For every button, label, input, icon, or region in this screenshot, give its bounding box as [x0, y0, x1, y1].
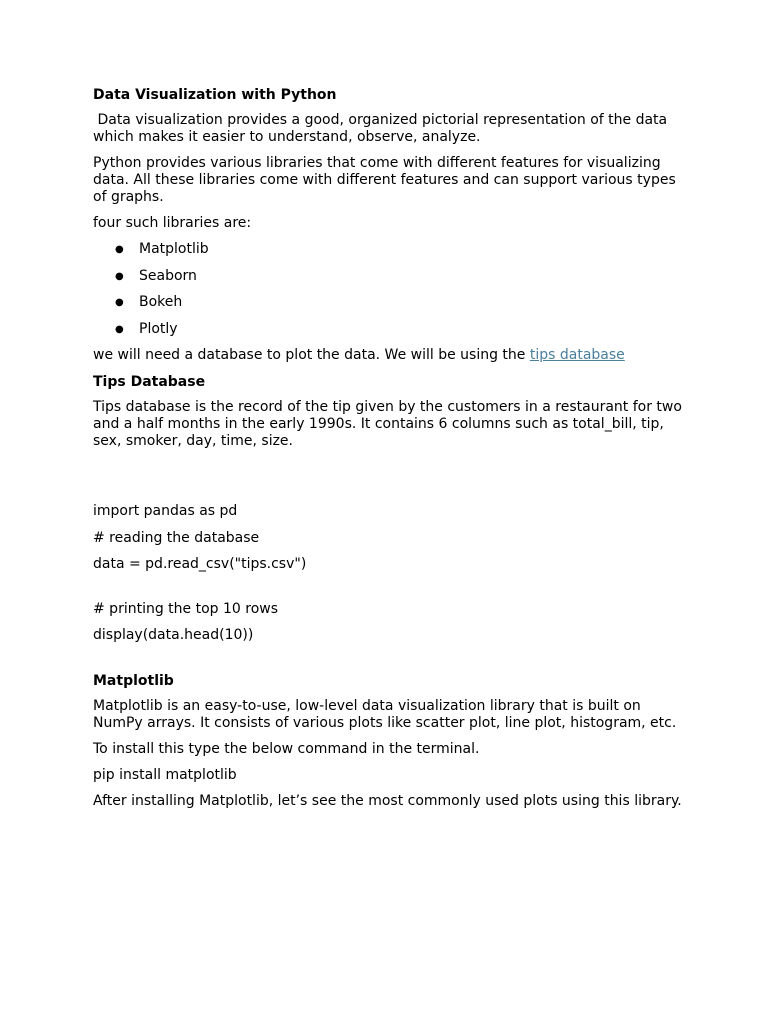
matplotlib-paragraph-3: After installing Matplotlib, let’s see the most commonly used plots using this library. [93, 792, 682, 809]
matplotlib-heading: Matplotlib [93, 672, 174, 689]
list-item [93, 241, 683, 268]
code-comment: # printing the top 10 rows [93, 600, 279, 617]
tips-heading: Tips Database [93, 374, 206, 390]
code-line: display(data.head(10)) [93, 627, 254, 643]
intro-paragraph-3: four such libraries are: [93, 215, 252, 231]
intro-paragraph-2: Python provides various libraries that come with different features for visualizing data. All these libraries come with different features and can support various types of graphs. [93, 155, 676, 205]
code-line: data = pd.read_csv("tips.csv") [93, 556, 307, 572]
database-text: we will need a database to plot the data. We will be using the [93, 347, 530, 363]
bullet-icon: ● [115, 270, 124, 282]
tips-database-link[interactable]: tips database [529, 347, 625, 363]
list-item-label: Matplotlib [139, 241, 209, 257]
tips-paragraph: Tips database is the record of the tip given by the customers in a restaurant for two and a half months in the early 1990s. It contains 6 columns such as total_bill, tip, sex, smoker, day, time, size. [93, 399, 682, 449]
list-item-label: Bokeh [139, 294, 183, 310]
list-item [93, 321, 683, 348]
matplotlib-paragraph-1: Matplotlib is an easy-to-use, low-level data visualization library that is built on NumPy arrays. It consists of various plots like scatter plot, line plot, histogram, etc. [93, 697, 677, 731]
code-line: import pandas as pd [93, 503, 238, 519]
spacer [93, 654, 683, 672]
bullet-icon: ● [115, 297, 124, 308]
matplotlib-paragraph-2: To install this type the below command in the terminal. [93, 740, 480, 757]
list-item [93, 268, 683, 295]
database-paragraph [93, 347, 683, 364]
list-item-label: Seaborn [139, 267, 197, 284]
spacer [93, 583, 683, 601]
bullet-icon: ● [115, 244, 124, 255]
intro-paragraph-1: Data visualization provides a good, organized pictorial representation of the data which makes it easier to understand, observe, analyze. [93, 112, 672, 145]
document-content [93, 86, 683, 819]
bullet-icon: ● [115, 323, 124, 335]
list-item [93, 294, 683, 321]
install-command: pip install matplotlib [93, 766, 237, 783]
library-list [93, 241, 683, 347]
page-title: Data Visualization with Python [93, 87, 337, 103]
spacer [93, 459, 683, 503]
list-item-label: Plotly [139, 320, 178, 337]
code-comment: # reading the database [93, 529, 260, 546]
